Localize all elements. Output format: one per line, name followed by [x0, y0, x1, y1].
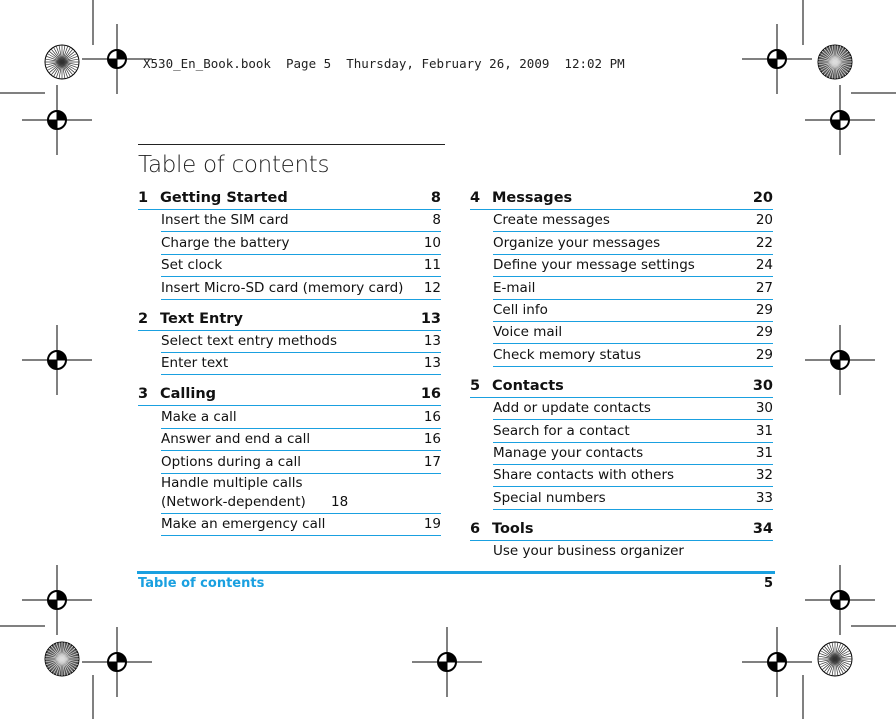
entry-title: Set clock — [161, 257, 223, 274]
toc-entry[interactable] — [161, 429, 441, 451]
entry-page: 31 — [755, 444, 773, 461]
entry-title: E-mail — [493, 279, 536, 296]
toc-entry[interactable] — [493, 210, 773, 232]
toc-entry[interactable] — [161, 353, 441, 375]
section-page: 8 — [430, 190, 441, 206]
footer-section-label: Table of contents — [138, 576, 265, 591]
toc-right-column — [470, 187, 773, 570]
toc-entry[interactable] — [493, 232, 773, 254]
entry-title: Insert Micro-SD card (memory card) — [161, 279, 404, 296]
entry-page: 27 — [755, 279, 773, 296]
section-page: 30 — [752, 377, 773, 394]
footer-page-number: 5 — [763, 576, 773, 591]
entry-page: 33 — [755, 489, 773, 506]
entry-page: 29 — [755, 346, 773, 363]
section-title: Tools — [492, 520, 534, 537]
entry-title: Check memory status — [493, 346, 641, 363]
entry-page: 22 — [755, 234, 773, 251]
toc-entry[interactable] — [493, 277, 773, 299]
entry-title: Charge the battery — [161, 234, 290, 251]
entry-page: 18 — [331, 493, 349, 510]
toc-section-heading[interactable] — [470, 187, 773, 210]
entry-page: 16 — [423, 408, 441, 425]
section-number: 4 — [470, 190, 481, 206]
entry-title: Organize your messages — [493, 234, 661, 251]
toc-entry[interactable] — [161, 232, 441, 254]
entry-title: Make an emergency call — [161, 515, 326, 532]
entry-title: Create messages — [493, 212, 610, 229]
toc-entry[interactable] — [493, 322, 773, 344]
toc-entry[interactable] — [493, 344, 773, 366]
entry-title: Answer and end a call — [161, 431, 311, 448]
entry-page: 12 — [423, 279, 441, 296]
toc-section-heading[interactable] — [138, 187, 441, 210]
print-slug: X530_En_Book.book Page 5 Thursday, February 26, 2009 12:02 PM — [143, 56, 625, 71]
section-title: Contacts — [492, 377, 564, 394]
entry-page: 32 — [755, 467, 773, 484]
toc-entry[interactable] — [493, 541, 773, 562]
section-page: 20 — [752, 190, 773, 206]
toc-entry[interactable] — [161, 474, 441, 514]
entry-page: 17 — [423, 453, 441, 470]
entry-page: 30 — [755, 400, 773, 417]
entry-title: Special numbers — [493, 489, 606, 506]
toc-section-heading[interactable] — [138, 383, 441, 406]
section-number: 2 — [138, 310, 149, 327]
toc-entry[interactable] — [493, 300, 773, 322]
footer-rule — [137, 571, 775, 574]
entry-title: Select text entry methods — [161, 332, 338, 349]
entry-title: Make a call — [161, 408, 237, 425]
toc-entry[interactable] — [493, 398, 773, 420]
section-title: Messages — [492, 190, 573, 206]
toc-entry[interactable] — [161, 451, 441, 473]
entry-title: Insert the SIM card — [161, 212, 289, 229]
entry-page: 16 — [423, 431, 441, 448]
entry-title: Search for a contact — [493, 422, 630, 439]
entry-page: 20 — [755, 212, 773, 229]
section-page: 13 — [420, 310, 441, 327]
section-title: Calling — [160, 386, 217, 403]
toc-section — [470, 518, 773, 562]
toc-entry[interactable] — [493, 255, 773, 277]
toc-left-column — [138, 187, 441, 544]
entry-page: 13 — [423, 332, 441, 349]
toc-section — [470, 375, 773, 510]
entry-page: 13 — [423, 355, 441, 372]
entry-page: 8 — [432, 212, 441, 229]
section-page: 34 — [752, 520, 773, 537]
section-number: 1 — [138, 190, 149, 206]
section-number: 6 — [470, 520, 481, 537]
top-rule — [138, 144, 445, 145]
toc-entry[interactable] — [161, 406, 441, 428]
entry-page: 11 — [423, 257, 441, 274]
section-number: 5 — [470, 377, 481, 394]
toc-entry[interactable] — [161, 277, 441, 299]
toc-section — [470, 187, 773, 367]
entry-title: Enter text — [161, 355, 229, 372]
toc-entry[interactable] — [493, 487, 773, 509]
entry-title: Voice mail — [493, 324, 563, 341]
section-page: 16 — [420, 386, 441, 403]
page-title: Table of contents — [138, 152, 330, 178]
entry-title: Use your business organizer — [493, 543, 684, 560]
entry-title: Define your message settings — [493, 257, 695, 274]
entry-title: Options during a call — [161, 453, 301, 470]
entry-page: 24 — [755, 257, 773, 274]
toc-entry[interactable] — [493, 420, 773, 442]
toc-section — [138, 187, 441, 300]
section-number: 3 — [138, 386, 149, 403]
entry-page: 19 — [423, 515, 441, 532]
entry-title: Add or update contacts — [493, 400, 651, 417]
entry-title: Cell info — [493, 301, 548, 318]
entry-page: 29 — [755, 324, 773, 341]
section-title: Getting Started — [160, 190, 288, 206]
toc-section-heading[interactable] — [138, 308, 441, 331]
toc-entry[interactable] — [161, 210, 441, 232]
entry-page: 31 — [755, 422, 773, 439]
toc-section — [138, 308, 441, 376]
toc-entry[interactable] — [161, 255, 441, 277]
toc-entry[interactable] — [493, 465, 773, 487]
entry-title: Handle multiple calls (Network-dependent) — [161, 474, 306, 510]
toc-section — [138, 383, 441, 536]
entry-title: Share contacts with others — [493, 467, 675, 484]
section-title: Text Entry — [160, 310, 243, 327]
entry-page: 10 — [423, 234, 441, 251]
entry-page: 29 — [755, 301, 773, 318]
entry-title: Manage your contacts — [493, 444, 644, 461]
toc-entry[interactable] — [161, 331, 441, 353]
toc-section-heading[interactable] — [470, 375, 773, 398]
toc-entry[interactable] — [161, 514, 441, 536]
toc-section-heading[interactable] — [470, 518, 773, 541]
toc-entry[interactable] — [493, 443, 773, 465]
